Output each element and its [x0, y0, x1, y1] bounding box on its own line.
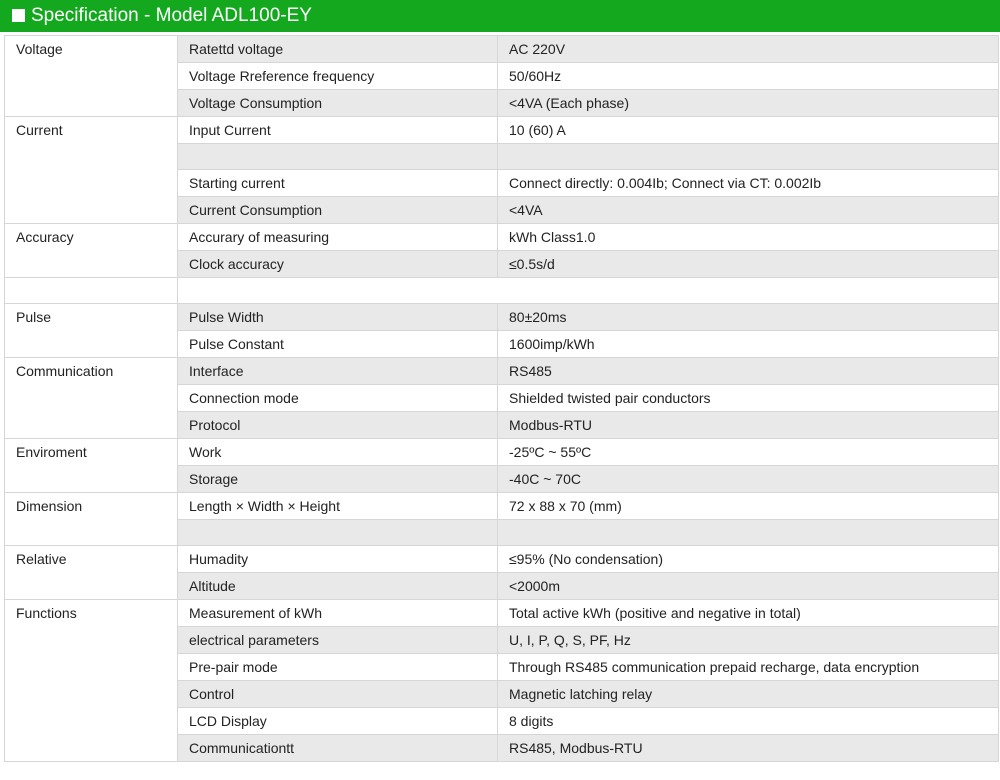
table-row — [5, 493, 999, 520]
param-value: ≤95% (No condensation) — [498, 546, 999, 573]
param-value: <4VA — [498, 197, 999, 224]
param-value: -40C ~ 70C — [498, 466, 999, 493]
section-title: Specification - Model ADL100-EY — [31, 5, 312, 26]
param-label: Accurary of measuring — [178, 224, 498, 251]
table-row — [5, 600, 999, 627]
param-value: Shielded twisted pair conductors — [498, 385, 999, 412]
param-value: -25ºC ~ 55ºC — [498, 439, 999, 466]
category-label: Relative — [5, 546, 178, 600]
param-value: ≤0.5s/d — [498, 251, 999, 278]
param-label: Altitude — [178, 573, 498, 600]
param-label: Starting current — [178, 170, 498, 197]
param-label: Protocol — [178, 412, 498, 439]
param-label: electrical parameters — [178, 627, 498, 654]
param-value: 72 x 88 x 70 (mm) — [498, 493, 999, 520]
param-label: Pulse Width — [178, 304, 498, 331]
param-value: kWh Class1.0 — [498, 224, 999, 251]
spacer-cell — [5, 278, 178, 304]
param-label: Communicationtt — [178, 735, 498, 762]
category-label: Enviroment — [5, 439, 178, 493]
param-label: Length × Width × Height — [178, 493, 498, 520]
param-label: Current Consumption — [178, 197, 498, 224]
table-row — [5, 304, 999, 331]
square-icon — [12, 9, 25, 22]
category-label: Current — [5, 117, 178, 224]
param-value: AC 220V — [498, 36, 999, 63]
category-label: Pulse — [5, 304, 178, 358]
param-value: Connect directly: 0.004Ib; Connect via CT: 0.002Ib — [498, 170, 999, 197]
param-value — [498, 144, 999, 170]
param-label: Voltage Rreference frequency — [178, 63, 498, 90]
table-row — [5, 224, 999, 251]
param-label: Work — [178, 439, 498, 466]
param-label: Control — [178, 681, 498, 708]
spacer-cell — [178, 278, 999, 304]
param-label: LCD Display — [178, 708, 498, 735]
param-label — [178, 144, 498, 170]
spacer-row — [5, 278, 999, 304]
table-row — [5, 358, 999, 385]
param-value: <4VA (Each phase) — [498, 90, 999, 117]
category-label: Communication — [5, 358, 178, 439]
param-value: Total active kWh (positive and negative in total) — [498, 600, 999, 627]
param-label: Storage — [178, 466, 498, 493]
param-label: Ratettd voltage — [178, 36, 498, 63]
param-label: Connection mode — [178, 385, 498, 412]
category-label: Voltage — [5, 36, 178, 117]
param-value: Modbus-RTU — [498, 412, 999, 439]
param-value: Through RS485 communication prepaid recharge, data encryption — [498, 654, 999, 681]
param-label: Clock accuracy — [178, 251, 498, 278]
param-label — [178, 520, 498, 546]
param-value: Magnetic latching relay — [498, 681, 999, 708]
param-value: <2000m — [498, 573, 999, 600]
param-label: Input Current — [178, 117, 498, 144]
category-label: Functions — [5, 600, 178, 762]
param-label: Measurement of kWh — [178, 600, 498, 627]
param-label: Interface — [178, 358, 498, 385]
param-value: 50/60Hz — [498, 63, 999, 90]
param-value: U, I, P, Q, S, PF, Hz — [498, 627, 999, 654]
param-label: Voltage Consumption — [178, 90, 498, 117]
table-row — [5, 546, 999, 573]
param-label: Pulse Constant — [178, 331, 498, 358]
category-label: Accuracy — [5, 224, 178, 278]
table-row — [5, 117, 999, 144]
param-value: 8 digits — [498, 708, 999, 735]
specification-table — [4, 35, 999, 762]
param-value: 1600imp/kWh — [498, 331, 999, 358]
table-row — [5, 439, 999, 466]
param-value: RS485, Modbus-RTU — [498, 735, 999, 762]
param-value: 80±20ms — [498, 304, 999, 331]
param-label: Pre-pair mode — [178, 654, 498, 681]
param-value: 10 (60) A — [498, 117, 999, 144]
table-row — [5, 36, 999, 63]
category-label: Dimension — [5, 493, 178, 546]
param-label: Humadity — [178, 546, 498, 573]
section-header — [0, 0, 1000, 32]
param-value: RS485 — [498, 358, 999, 385]
param-value — [498, 520, 999, 546]
